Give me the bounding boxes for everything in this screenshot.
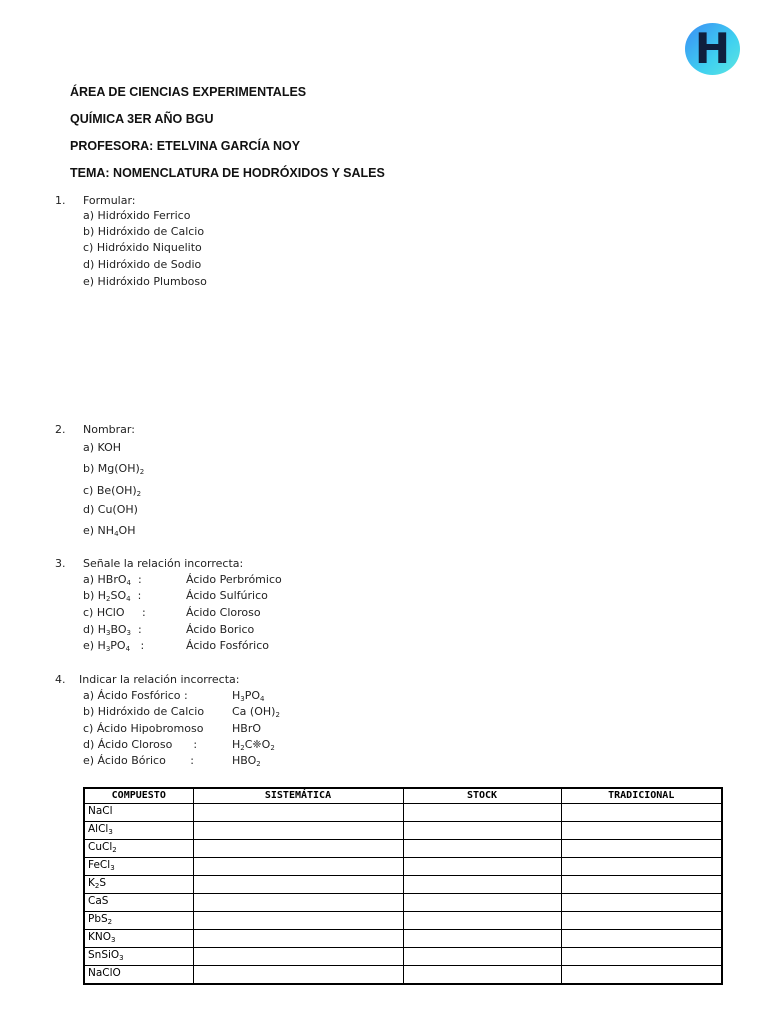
answer-cell[interactable] <box>403 858 561 876</box>
list-item: a) KOH <box>83 441 122 454</box>
compound-cell: $K_2S$ <box>84 876 193 894</box>
answer-cell[interactable] <box>561 930 722 948</box>
question-number: 1. <box>55 194 66 207</box>
question-title: Formular: <box>83 194 136 207</box>
question-title: Indicar la relación incorrecta: <box>79 673 240 686</box>
compound-cell: CaS <box>84 894 193 912</box>
answer-cell[interactable] <box>193 894 403 912</box>
answer-cell[interactable] <box>403 876 561 894</box>
answer-cell[interactable] <box>561 804 722 822</box>
answer-cell[interactable] <box>561 948 722 966</box>
answer-cell[interactable] <box>193 822 403 840</box>
question-number: 4. <box>55 673 66 686</box>
col-header-systematic: SISTEMÁTICA <box>193 788 403 804</box>
answer-cell[interactable] <box>193 966 403 985</box>
answer-cell[interactable] <box>403 804 561 822</box>
answer-cell[interactable] <box>193 948 403 966</box>
answer-cell[interactable] <box>193 840 403 858</box>
answer-cell[interactable] <box>561 912 722 930</box>
table-header-row <box>84 788 722 804</box>
list-item: e) $H_3PO_4$ : <box>83 639 145 653</box>
compound-cell: $KNO_3$ <box>84 930 193 948</box>
answer-cell[interactable] <box>403 822 561 840</box>
compound-cell: SnSiO$_3$ <box>84 948 193 966</box>
header-topic: TEMA: NOMENCLATURA DE HODRÓXIDOS Y SALES <box>70 166 385 180</box>
list-item: a) Hidróxido Ferrico <box>83 209 191 222</box>
header-area: ÁREA DE CIENCIAS EXPERIMENTALES <box>70 85 307 99</box>
list-item: d) Cu(OH) <box>83 503 138 516</box>
table-row <box>84 894 722 912</box>
list-item: a) Ácido Fosfórico : <box>83 689 188 702</box>
table-row <box>84 858 722 876</box>
col-header-traditional: TRADICIONAL <box>561 788 722 804</box>
answer-cell[interactable] <box>561 876 722 894</box>
formula: $H_2C❈O_2$ <box>232 738 275 752</box>
logo <box>685 23 740 75</box>
formula: HBrO <box>232 722 261 735</box>
acid-name: Ácido Fosfórico <box>186 639 269 652</box>
list-item: b) $H_2SO_4$ : <box>83 589 142 603</box>
list-item: e) Ácido Bórico : <box>83 754 195 767</box>
table-row <box>84 822 722 840</box>
list-item: d) Hidróxido de Sodio <box>83 258 202 271</box>
compound-cell: NaCl <box>84 804 193 822</box>
answer-cell[interactable] <box>403 912 561 930</box>
col-header-compound: COMPUESTO <box>84 788 193 804</box>
answer-cell[interactable] <box>561 966 722 985</box>
list-item: b) Hidróxido de Calcio <box>83 225 205 238</box>
answer-cell[interactable] <box>193 930 403 948</box>
compound-cell: NaClO <box>84 966 193 985</box>
list-item: c) $Be(OH)_2$ <box>83 484 142 498</box>
answer-cell[interactable] <box>403 966 561 985</box>
table-row <box>84 804 722 822</box>
formula: $H_3PO_4$ <box>232 689 265 703</box>
list-item: c) Hidróxido Niquelito <box>83 241 202 254</box>
answer-cell[interactable] <box>193 804 403 822</box>
answer-cell[interactable] <box>403 948 561 966</box>
acid-name: Ácido Cloroso <box>186 606 261 619</box>
answer-cell[interactable] <box>193 858 403 876</box>
col-header-stock: STOCK <box>403 788 561 804</box>
table-row <box>84 912 722 930</box>
answer-cell[interactable] <box>561 894 722 912</box>
list-item: b) $Mg(OH)_2$ <box>83 462 145 476</box>
nomenclature-table <box>83 787 723 985</box>
table-row <box>84 948 722 966</box>
list-item: e) $NH_4OH$ <box>83 524 136 538</box>
formula: $HBO_2$ <box>232 754 261 768</box>
header-subject: QUÍMICA 3ER AÑO BGU <box>70 112 214 126</box>
question-title: Nombrar: <box>83 423 135 436</box>
answer-cell[interactable] <box>561 858 722 876</box>
list-item: b) Hidróxido de Calcio <box>83 705 205 718</box>
table-row <box>84 876 722 894</box>
list-item: a) HBrO$_4$ : <box>83 573 142 587</box>
list-item: c) HClO : <box>83 606 146 619</box>
list-item: e) Hidróxido Plumboso <box>83 275 207 288</box>
acid-name: Ácido Perbrómico <box>186 573 282 586</box>
answer-cell[interactable] <box>561 840 722 858</box>
answer-cell[interactable] <box>403 894 561 912</box>
question-title: Señale la relación incorrecta: <box>83 557 244 570</box>
answer-cell[interactable] <box>193 912 403 930</box>
list-item: d) Ácido Cloroso : <box>83 738 198 751</box>
compound-cell: FeCl$_3$ <box>84 858 193 876</box>
formula: Ca $(OH)_2$ <box>232 705 280 719</box>
answer-cell[interactable] <box>403 840 561 858</box>
answer-cell[interactable] <box>561 822 722 840</box>
list-item: d) $H_3BO_3$ : <box>83 623 142 637</box>
compound-cell: PbS$_2$ <box>84 912 193 930</box>
acid-name: Ácido Borico <box>186 623 255 636</box>
table-row <box>84 930 722 948</box>
table-row <box>84 966 722 985</box>
answer-cell[interactable] <box>193 876 403 894</box>
list-item: c) Ácido Hipobromoso <box>83 722 204 735</box>
table-row <box>84 840 722 858</box>
compound-cell: CuCl$_2$ <box>84 840 193 858</box>
question-number: 3. <box>55 557 66 570</box>
answer-cell[interactable] <box>403 930 561 948</box>
acid-name: Ácido Sulfúrico <box>186 589 268 602</box>
compound-cell: AlCl$_3$ <box>84 822 193 840</box>
question-number: 2. <box>55 423 66 436</box>
logo-letter: H <box>694 24 731 73</box>
header-teacher: PROFESORA: ETELVINA GARCÍA NOY <box>70 139 301 153</box>
